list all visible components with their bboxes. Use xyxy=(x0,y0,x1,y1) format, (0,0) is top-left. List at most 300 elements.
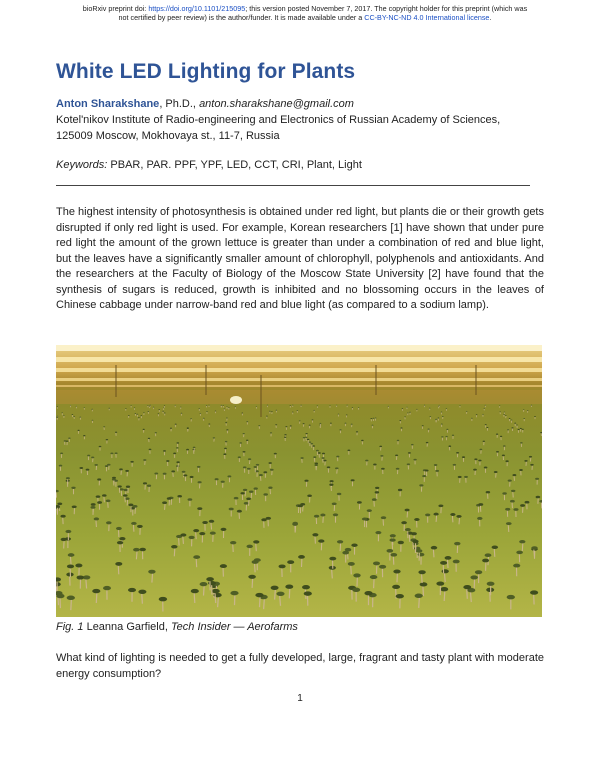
seedling-leaf xyxy=(399,420,401,421)
seedling-leaf xyxy=(358,407,359,408)
seedling-leaf xyxy=(103,586,111,590)
seedling-leaf xyxy=(539,500,542,503)
seedling-leaf xyxy=(239,442,242,443)
seedling-leaf xyxy=(530,590,538,594)
seedling-leaf xyxy=(188,498,193,501)
keywords xyxy=(56,159,362,171)
seedling-leaf xyxy=(309,425,311,426)
seedling-stem xyxy=(459,517,460,524)
seedling-leaf xyxy=(485,424,487,425)
seedling-stem xyxy=(179,537,180,545)
seedling-leaf xyxy=(454,542,460,545)
seedling-leaf xyxy=(246,421,248,422)
seedling-leaf xyxy=(409,412,411,413)
seedling-leaf xyxy=(226,429,228,430)
license-link[interactable]: CC-BY-NC-ND 4.0 International license xyxy=(364,13,490,22)
seedling-stem xyxy=(298,506,299,513)
seedling-leaf xyxy=(438,504,443,507)
seedling-leaf xyxy=(304,480,308,482)
seedling-leaf xyxy=(224,409,225,410)
seedling-leaf xyxy=(143,429,145,430)
seedling-stem xyxy=(433,548,434,557)
seedling-leaf xyxy=(84,407,85,408)
author-email[interactable]: anton.sharakshane@gmail.com xyxy=(199,98,354,110)
seedling-stem xyxy=(392,541,393,550)
seedling-leaf xyxy=(223,405,224,406)
seedling-leaf xyxy=(238,456,241,458)
seedling-leaf xyxy=(373,561,380,565)
seedling-leaf xyxy=(137,414,139,415)
seedling-leaf xyxy=(128,588,136,592)
seedling-leaf xyxy=(92,589,100,593)
seedling-leaf xyxy=(94,464,97,466)
seedling-leaf xyxy=(529,456,532,458)
body-paragraph-2: What kind of lighting is needed to get a fully developed, large, fragrant and tasty plant with moderate energy consumption? xyxy=(56,652,544,680)
seedling-stem xyxy=(321,542,322,551)
seedling-leaf xyxy=(242,451,245,453)
seedling-leaf xyxy=(503,414,505,415)
seedling-leaf xyxy=(303,437,306,438)
seedling-stem xyxy=(96,592,97,603)
aerofarm-photo xyxy=(56,345,542,617)
seedling-leaf xyxy=(220,564,227,568)
seedling-leaf xyxy=(514,423,516,424)
seedling-leaf xyxy=(346,414,348,415)
led-light-bar xyxy=(56,368,542,372)
seedling-leaf xyxy=(119,537,125,540)
seedling-leaf xyxy=(441,412,443,413)
seedling-leaf xyxy=(170,428,172,429)
seedling-leaf xyxy=(80,467,84,469)
seedling-leaf xyxy=(269,411,271,412)
seedling-leaf xyxy=(442,416,444,417)
seedling-leaf xyxy=(112,478,116,480)
seedling-leaf xyxy=(176,442,179,443)
seedling-leaf xyxy=(337,493,342,495)
seedling-leaf xyxy=(187,428,189,429)
seedling-leaf xyxy=(148,411,150,412)
seedling-leaf xyxy=(500,436,502,437)
seedling-leaf xyxy=(197,507,202,510)
seedling-leaf xyxy=(458,476,462,478)
seedling-leaf xyxy=(56,577,61,581)
seedling-leaf xyxy=(270,432,272,433)
seedling-leaf xyxy=(60,515,65,518)
seedling-leaf xyxy=(221,528,227,531)
seedling-leaf xyxy=(318,452,321,454)
seedling-leaf xyxy=(126,486,130,488)
seedling-leaf xyxy=(422,425,424,426)
seedling-leaf xyxy=(485,405,486,406)
seedling-leaf xyxy=(153,407,154,408)
seedling-stem xyxy=(315,535,316,543)
seedling-leaf xyxy=(206,405,207,406)
seedling-leaf xyxy=(148,570,155,574)
seedling-leaf xyxy=(83,435,85,436)
seedling-leaf xyxy=(208,405,209,406)
seedling-leaf xyxy=(191,589,199,593)
header-divider xyxy=(56,185,530,186)
seedling-leaf xyxy=(496,434,498,435)
seedling-leaf xyxy=(429,408,430,409)
seedling-leaf xyxy=(198,481,202,483)
seedling-leaf xyxy=(138,417,140,418)
seedling-leaf xyxy=(482,441,485,442)
seedling-leaf xyxy=(197,466,201,468)
seedling-stem xyxy=(125,496,126,502)
seedling-leaf xyxy=(314,515,319,518)
seedling-leaf xyxy=(266,416,268,417)
seedling-leaf xyxy=(106,500,111,503)
seedling-leaf xyxy=(123,494,128,497)
seedling-leaf xyxy=(381,516,386,519)
seedling-leaf xyxy=(339,429,341,430)
seedling-stem xyxy=(331,485,332,491)
seedling-leaf xyxy=(398,489,402,491)
seedling-leaf xyxy=(322,453,325,455)
seedling-leaf xyxy=(390,534,396,537)
seedling-leaf xyxy=(302,585,310,589)
seedling-leaf xyxy=(316,450,319,452)
seedling-stem xyxy=(136,550,137,559)
seedling-leaf xyxy=(202,521,208,524)
seedling-leaf xyxy=(398,541,404,544)
doi-link[interactable]: https://doi.org/10.1101/215095 xyxy=(148,4,246,13)
notice-line1-suffix: ; this version posted November 7, 2017. The copyright holder for this preprint (which was xyxy=(245,4,528,13)
seedling-leaf xyxy=(511,490,515,492)
seedling-leaf xyxy=(244,502,249,505)
seedling-leaf xyxy=(329,405,330,406)
seedling-leaf xyxy=(247,468,251,470)
seedling-leaf xyxy=(106,439,109,440)
seedling-stem xyxy=(423,585,424,596)
seedling-leaf xyxy=(276,592,284,596)
affiliation-line-2: 125009 Moscow, Mokhovaya st., 11-7, Russia xyxy=(56,130,280,142)
seedling-leaf xyxy=(275,424,277,425)
seedling-leaf xyxy=(523,409,524,410)
seedling-leaf xyxy=(73,416,75,417)
seedling-leaf xyxy=(494,471,498,473)
seedling-leaf xyxy=(175,424,177,425)
seedling-leaf xyxy=(446,429,448,430)
seedling-leaf xyxy=(540,432,542,433)
seedling-leaf xyxy=(441,436,443,437)
led-light-bar xyxy=(56,345,542,351)
seedling-leaf xyxy=(346,405,347,406)
seedling-stem xyxy=(351,565,352,575)
seedling-leaf xyxy=(450,513,455,516)
seedling-leaf xyxy=(419,484,423,486)
seedling-leaf xyxy=(487,582,495,586)
seedling-leaf xyxy=(434,464,437,466)
seedling-leaf xyxy=(299,420,301,421)
seedling-leaf xyxy=(351,543,357,546)
seedling-leaf xyxy=(336,405,337,406)
seedling-leaf xyxy=(505,415,507,416)
body-paragraph-1: The highest intensity of photosynthesis is obtained under red light, but plants die or their growth gets disrupted if only red light is used. For example, Korean researchers [1] have shown that under pure red light the amount of the grown lettuce is greater than under a combination of red and blue light, but the leaves have a significantly smaller amount of chlorophyll, polyphenols and antioxidants. And the researchers at the Faculty of Biology of the Moscow State University [2] have found that the synthesis of sugars is reduced, growth is inhibited and no blossoming occurs in the leaves of Chinese cabbage under narrow-band red and blue light (as compared to a sodium lamp). xyxy=(56,206,544,311)
seedling-leaf xyxy=(237,510,242,513)
seedling-leaf xyxy=(66,440,69,441)
seedling-leaf xyxy=(357,501,362,504)
seedling-leaf xyxy=(230,541,236,544)
seedling-leaf xyxy=(246,440,249,441)
author-line xyxy=(56,96,546,112)
seedling-leaf xyxy=(258,425,260,426)
seedling-leaf xyxy=(208,581,216,585)
seedling-leaf xyxy=(143,459,146,461)
photo-illustration xyxy=(56,345,542,617)
seedling-leaf xyxy=(415,594,423,598)
seedling-leaf xyxy=(420,582,428,586)
seedling-leaf xyxy=(518,429,520,430)
seedling-leaf xyxy=(229,508,234,511)
led-light-bar xyxy=(56,357,542,362)
seedling-stem xyxy=(534,594,535,605)
seedling-leaf xyxy=(61,538,67,541)
seedling-leaf xyxy=(425,469,429,471)
seedling-leaf xyxy=(138,590,146,594)
seedling-leaf xyxy=(68,438,71,439)
seedling-leaf xyxy=(198,408,199,409)
seedling-leaf xyxy=(252,560,259,564)
seedling-leaf xyxy=(72,505,77,508)
seedling-leaf xyxy=(76,406,77,407)
notice-doi-prefix: bioRxiv preprint doi: xyxy=(82,4,149,13)
seedling-stem xyxy=(275,589,276,600)
seedling-leaf xyxy=(249,490,253,492)
seedling-leaf xyxy=(373,418,375,419)
seedling-leaf xyxy=(147,405,148,406)
seedling-leaf xyxy=(212,589,220,593)
seedling-leaf xyxy=(75,564,82,568)
seedling-leaf xyxy=(312,533,318,536)
seedling-leaf xyxy=(516,424,518,425)
seedling-leaf xyxy=(72,414,74,415)
seedling-leaf xyxy=(181,413,183,414)
seedling-leaf xyxy=(154,472,158,474)
seedling-leaf xyxy=(418,570,425,574)
seedling-leaf xyxy=(473,469,477,471)
seedling-leaf xyxy=(387,549,394,553)
seedling-leaf xyxy=(462,456,465,458)
seedling-leaf xyxy=(351,424,353,425)
seedling-leaf xyxy=(375,531,381,534)
seedling-leaf xyxy=(471,418,473,419)
seedling-leaf xyxy=(259,474,263,476)
seedling-leaf xyxy=(327,466,331,468)
seedling-leaf xyxy=(96,495,101,498)
seedling-leaf xyxy=(522,429,524,430)
seedling-leaf xyxy=(336,456,339,458)
seedling-stem xyxy=(211,522,212,530)
seedling-leaf xyxy=(474,458,477,460)
seedling-leaf xyxy=(180,533,186,536)
seedling-leaf xyxy=(290,405,291,406)
seedling-leaf xyxy=(279,564,286,568)
seedling-leaf xyxy=(373,464,376,466)
seedling-leaf xyxy=(208,424,210,425)
seedling-leaf xyxy=(221,405,222,406)
seedling-leaf xyxy=(496,451,499,453)
seedling-leaf xyxy=(133,548,140,552)
notice-line-2 xyxy=(60,13,550,22)
seedling-leaf xyxy=(256,464,259,466)
seedling-leaf xyxy=(190,418,192,419)
seedling-leaf xyxy=(90,506,95,509)
seedling-stem xyxy=(70,556,71,565)
seedling-leaf xyxy=(395,454,398,456)
seedling-leaf xyxy=(167,497,172,500)
seedling-leaf xyxy=(143,482,147,484)
seedling-leaf xyxy=(150,405,151,406)
seedling-leaf xyxy=(163,473,167,475)
seedling-leaf xyxy=(459,405,460,406)
seedling-leaf xyxy=(276,410,278,411)
seedling-leaf xyxy=(321,457,324,459)
seedling-leaf xyxy=(215,411,217,412)
seedling-leaf xyxy=(317,406,318,407)
seedling-stem xyxy=(534,549,535,558)
seedling-leaf xyxy=(297,410,299,411)
seedling-leaf xyxy=(159,597,167,602)
seedling-leaf xyxy=(323,460,326,462)
seedling-leaf xyxy=(504,412,506,413)
seedling-stem xyxy=(165,503,166,510)
seedling-leaf xyxy=(284,434,286,435)
seedling-leaf xyxy=(149,406,150,407)
seedling-leaf xyxy=(164,413,166,414)
seedling-leaf xyxy=(352,407,353,408)
seedling-leaf xyxy=(440,587,448,591)
seedling-leaf xyxy=(199,532,205,535)
seedling-leaf xyxy=(345,423,347,424)
seedling-leaf xyxy=(57,416,59,417)
seedling-stem xyxy=(196,531,197,539)
seedling-leaf xyxy=(134,407,135,408)
seedling-leaf xyxy=(97,478,101,480)
seedling-leaf xyxy=(416,409,417,410)
seedling-leaf xyxy=(163,450,166,452)
seedling-leaf xyxy=(59,465,63,467)
seedling-leaf xyxy=(61,412,63,413)
seedling-leaf xyxy=(210,531,216,534)
seedling-leaf xyxy=(97,501,102,504)
seedling-leaf xyxy=(364,591,372,595)
seedling-leaf xyxy=(392,585,400,589)
seedling-leaf xyxy=(520,504,525,507)
seedling-leaf xyxy=(268,487,272,489)
seedling-leaf xyxy=(478,503,483,506)
seedling-stem xyxy=(422,573,423,583)
figure-label: Fig. 1 xyxy=(56,621,84,633)
seedling-leaf xyxy=(314,464,318,466)
seedling-leaf xyxy=(442,569,449,573)
seedling-leaf xyxy=(329,557,336,561)
seedling-leaf xyxy=(425,513,430,516)
seedling-leaf xyxy=(312,445,315,447)
seedling-leaf xyxy=(77,575,85,579)
seedling-stem xyxy=(316,517,317,524)
seedling-leaf xyxy=(424,405,425,406)
seedling-leaf xyxy=(203,418,205,419)
seedling-stem xyxy=(419,597,420,608)
seedling-leaf xyxy=(456,515,461,518)
seedling-leaf xyxy=(130,405,131,406)
seedling-leaf xyxy=(486,491,490,493)
author-block xyxy=(56,96,546,144)
seedling-leaf xyxy=(267,405,268,406)
seedling-stem xyxy=(295,525,296,533)
seedling-leaf xyxy=(305,433,307,434)
seedling-leaf xyxy=(318,539,324,542)
seedling-stem xyxy=(183,536,184,544)
seedling-leaf xyxy=(226,406,227,407)
seedling-leaf xyxy=(243,466,247,468)
seedling-leaf xyxy=(57,406,58,407)
seedling-leaf xyxy=(332,502,337,505)
seedling-leaf xyxy=(396,594,404,599)
seedling-stem xyxy=(256,543,257,552)
seedling-leaf xyxy=(445,556,452,560)
seedling-leaf xyxy=(177,495,182,498)
seedling-leaf xyxy=(506,522,512,525)
seedling-leaf xyxy=(453,464,456,466)
seedling-leaf xyxy=(242,413,244,414)
seedling-leaf xyxy=(499,411,501,412)
seedling-leaf xyxy=(115,432,117,433)
seedling-leaf xyxy=(60,452,63,454)
seedling-leaf xyxy=(534,416,536,417)
seedling-leaf xyxy=(445,436,447,437)
seedling-leaf xyxy=(486,427,488,428)
seedling-leaf xyxy=(307,439,310,440)
seedling-stem xyxy=(204,585,205,596)
seedling-leaf xyxy=(148,438,151,439)
seedling-leaf xyxy=(92,420,94,421)
keywords-label: Keywords: xyxy=(56,159,108,171)
seedling-leaf xyxy=(390,538,396,541)
seedling-leaf xyxy=(256,406,257,407)
seedling-leaf xyxy=(405,509,410,512)
seedling-stem xyxy=(280,595,281,606)
seedling-leaf xyxy=(234,497,239,500)
seedling-leaf xyxy=(176,461,179,463)
seedling-leaf xyxy=(381,468,385,470)
seedling-leaf xyxy=(333,513,338,516)
seedling-stem xyxy=(494,548,495,557)
seedling-leaf xyxy=(115,452,118,454)
seedling-leaf xyxy=(128,415,130,416)
seedling-leaf xyxy=(513,564,520,568)
seedling-leaf xyxy=(56,594,64,598)
seedling-leaf xyxy=(300,405,301,406)
preprint-notice xyxy=(60,4,550,22)
seedling-leaf xyxy=(115,562,122,566)
seedling-leaf xyxy=(379,446,382,448)
seedling-leaf xyxy=(390,553,397,557)
seedling-leaf xyxy=(475,570,482,574)
seedling-leaf xyxy=(70,405,71,406)
seedling-leaf xyxy=(479,449,482,451)
seedling-leaf xyxy=(404,416,406,417)
seedling-leaf xyxy=(226,418,228,419)
seedling-leaf xyxy=(356,431,358,432)
seedling-leaf xyxy=(436,581,444,585)
seedling-stem xyxy=(393,556,394,565)
seedling-leaf xyxy=(248,575,256,579)
seedling-leaf xyxy=(453,560,460,564)
seedling-leaf xyxy=(140,415,142,416)
